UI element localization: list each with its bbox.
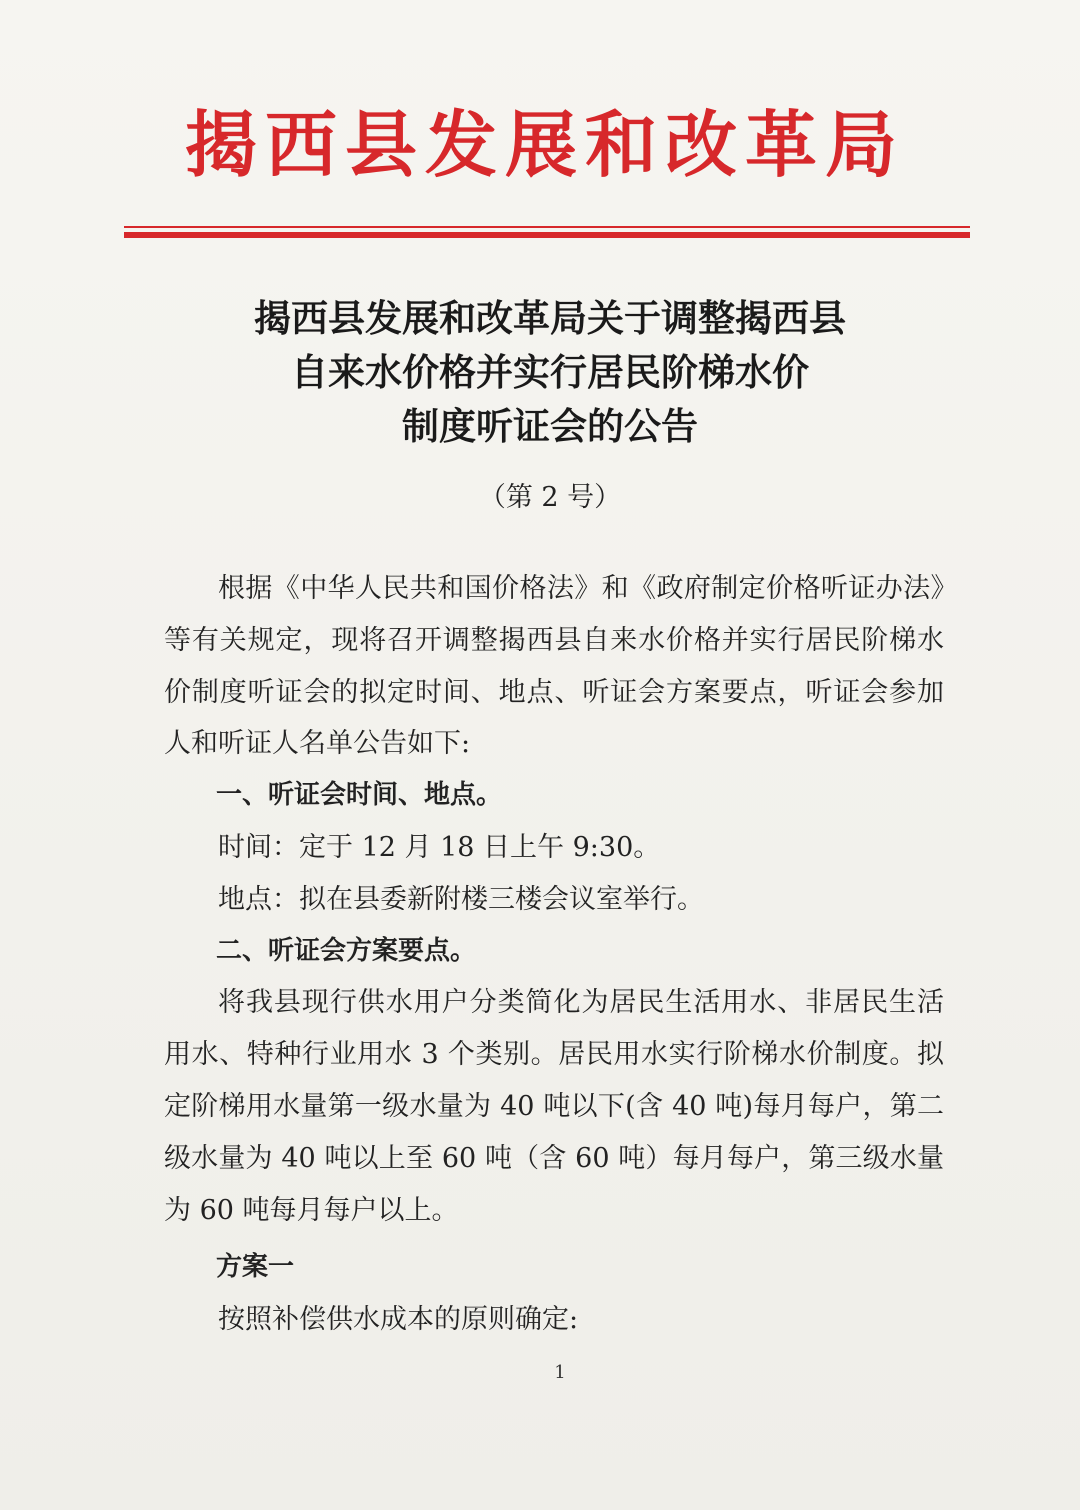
- intro-paragraph: 根据《中华人民共和国价格法》和《政府制定价格听证办法》等有关规定，现将召开调整揭西县自来水价格并实行居民阶梯水价制度听证会的拟定时间、地点、听证会方案要点，听证会参加人和听证人名单公告如下:: [164, 573, 944, 760]
- document-body: [164, 563, 944, 1346]
- document-number: （第 2 号）: [478, 482, 622, 513]
- section-1-heading: 一、听证会时间、地点。: [216, 780, 503, 811]
- page-number: 1: [554, 1362, 566, 1383]
- letterhead-rule-thin: [124, 226, 970, 228]
- letterhead-rule-thick: [124, 232, 970, 238]
- plan-summary-paragraph: 将我县现行供水用户分类简化为居民生活用水、非居民生活用水、特种行业用水 3 个类别。居民用水实行阶梯水价制度。拟定阶梯用水量第一级水量为 40 吨以下(含 40 吨)每月每户，第二级水量为 40 吨以上至 60 吨（含 60 吨）每月每户，第三级水量为 60 吨每月每户以上。: [164, 987, 944, 1226]
- hearing-time: 时间：定于 12 月 18 日上午 9:30。: [218, 831, 661, 863]
- hearing-location: 地点：拟在县委新附楼三楼会议室举行。: [218, 883, 704, 915]
- section-2-heading: 二、听证会方案要点。: [216, 935, 477, 966]
- title-line-2: 自来水价格并实行居民阶梯水价: [291, 351, 809, 394]
- letterhead: 揭西县发展和改革局: [184, 102, 905, 187]
- plan-1-text: 按照补偿供水成本的原则确定:: [218, 1304, 579, 1336]
- document-title: [140, 292, 960, 454]
- title-line-3: 制度听证会的公告: [402, 405, 698, 448]
- title-line-1: 揭西县发展和改革局关于调整揭西县: [254, 297, 846, 340]
- plan-1-heading: 方案一: [216, 1252, 295, 1283]
